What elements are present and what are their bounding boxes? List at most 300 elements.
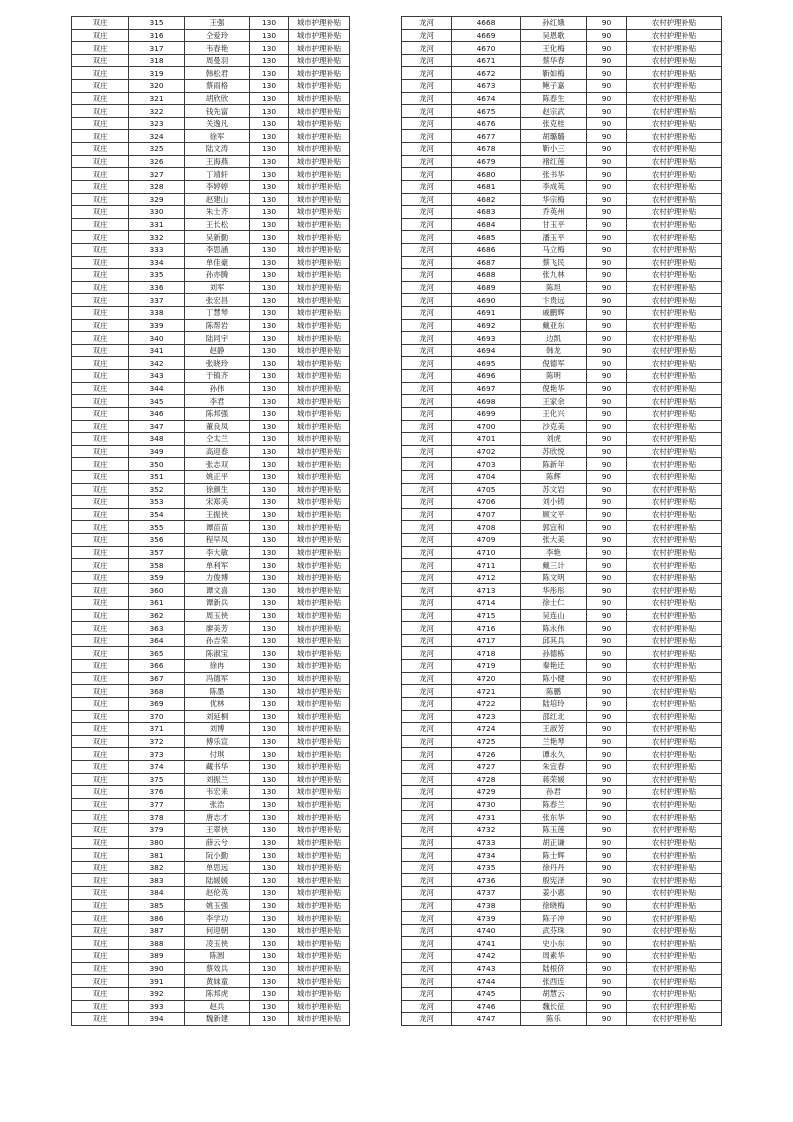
region-cell: 龙河: [402, 344, 452, 357]
region-cell: 双庄: [72, 17, 129, 30]
number-cell: 355: [129, 521, 185, 534]
table-row: [72, 937, 350, 950]
region-cell: 龙河: [402, 760, 452, 773]
number-cell: 4672: [452, 67, 521, 80]
name-cell: 姚正平: [185, 470, 250, 483]
name-cell: 戴三计: [521, 559, 587, 572]
number-cell: 384: [129, 887, 185, 900]
region-cell: 双庄: [72, 1013, 129, 1026]
subsidy-type-cell: 农村护理补贴: [627, 710, 722, 723]
subsidy-type-cell: 城市护理补贴: [289, 899, 350, 912]
name-cell: 陈小健: [521, 672, 587, 685]
subsidy-type-cell: 农村护理补贴: [627, 281, 722, 294]
region-cell: 龙河: [402, 470, 452, 483]
name-cell: 郭宜和: [521, 521, 587, 534]
name-cell: 徐士仁: [521, 597, 587, 610]
table-row: [72, 307, 350, 320]
amount-cell: 90: [587, 420, 627, 433]
subsidy-type-cell: 农村护理补贴: [627, 987, 722, 1000]
name-cell: 潘玉平: [521, 231, 587, 244]
amount-cell: 130: [250, 861, 289, 874]
table-row: [402, 256, 722, 269]
amount-cell: 90: [587, 760, 627, 773]
region-cell: 龙河: [402, 130, 452, 143]
table-row: [402, 735, 722, 748]
name-cell: 魏长征: [521, 1000, 587, 1013]
number-cell: 4744: [452, 975, 521, 988]
name-cell: 蔡飞民: [521, 256, 587, 269]
amount-cell: 90: [587, 92, 627, 105]
amount-cell: 130: [250, 407, 289, 420]
name-cell: 李学功: [185, 912, 250, 925]
region-cell: 双庄: [72, 584, 129, 597]
number-cell: 354: [129, 508, 185, 521]
name-cell: 傅乐宣: [185, 735, 250, 748]
amount-cell: 130: [250, 824, 289, 837]
name-cell: 宋郑美: [185, 496, 250, 509]
amount-cell: 90: [587, 344, 627, 357]
amount-cell: 90: [587, 735, 627, 748]
region-cell: 龙河: [402, 811, 452, 824]
amount-cell: 130: [250, 836, 289, 849]
amount-cell: 130: [250, 281, 289, 294]
number-cell: 4670: [452, 42, 521, 55]
subsidy-type-cell: 城市护理补贴: [289, 861, 350, 874]
number-cell: 4741: [452, 937, 521, 950]
table-row: [402, 155, 722, 168]
region-cell: 双庄: [72, 54, 129, 67]
table-row: [72, 849, 350, 862]
region-cell: 龙河: [402, 634, 452, 647]
table-row: [72, 760, 350, 773]
table-row: [72, 17, 350, 30]
subsidy-type-cell: 城市护理补贴: [289, 597, 350, 610]
name-cell: 陈明: [521, 370, 587, 383]
subsidy-type-cell: 农村护理补贴: [627, 54, 722, 67]
subsidy-type-cell: 农村护理补贴: [627, 17, 722, 30]
name-cell: 赵建山: [185, 193, 250, 206]
name-cell: 张志双: [185, 458, 250, 471]
table-row: [402, 483, 722, 496]
left-roster-body: [72, 17, 350, 1026]
name-cell: 刘虎: [521, 433, 587, 446]
region-cell: 双庄: [72, 609, 129, 622]
table-row: [72, 672, 350, 685]
subsidy-type-cell: 农村护理补贴: [627, 924, 722, 937]
subsidy-type-cell: 农村护理补贴: [627, 950, 722, 963]
region-cell: 龙河: [402, 887, 452, 900]
amount-cell: 130: [250, 672, 289, 685]
name-cell: 李思涵: [185, 243, 250, 256]
subsidy-type-cell: 农村护理补贴: [627, 634, 722, 647]
subsidy-type-cell: 城市护理补贴: [289, 155, 350, 168]
region-cell: 双庄: [72, 319, 129, 332]
subsidy-type-cell: 农村护理补贴: [627, 861, 722, 874]
name-cell: 陆培玲: [521, 697, 587, 710]
region-cell: 龙河: [402, 786, 452, 799]
number-cell: 4738: [452, 899, 521, 912]
region-cell: 龙河: [402, 231, 452, 244]
name-cell: 姜小惠: [521, 887, 587, 900]
region-cell: 双庄: [72, 950, 129, 963]
region-cell: 双庄: [72, 92, 129, 105]
amount-cell: 130: [250, 231, 289, 244]
amount-cell: 90: [587, 445, 627, 458]
subsidy-type-cell: 城市护理补贴: [289, 407, 350, 420]
name-cell: 苏欣悦: [521, 445, 587, 458]
name-cell: 陈辉: [521, 470, 587, 483]
table-row: [72, 155, 350, 168]
region-cell: 双庄: [72, 1000, 129, 1013]
right-roster-body: [402, 17, 722, 1026]
amount-cell: 90: [587, 319, 627, 332]
name-cell: 陈邦虎: [185, 987, 250, 1000]
number-cell: 379: [129, 824, 185, 837]
subsidy-type-cell: 城市护理补贴: [289, 798, 350, 811]
number-cell: 4725: [452, 735, 521, 748]
subsidy-type-cell: 农村护理补贴: [627, 609, 722, 622]
region-cell: 龙河: [402, 143, 452, 156]
table-row: [72, 786, 350, 799]
number-cell: 341: [129, 344, 185, 357]
amount-cell: 130: [250, 811, 289, 824]
table-row: [72, 521, 350, 534]
name-cell: 藏书华: [185, 760, 250, 773]
amount-cell: 130: [250, 546, 289, 559]
table-row: [72, 130, 350, 143]
name-cell: 姚玉强: [185, 899, 250, 912]
subsidy-type-cell: 城市护理补贴: [289, 697, 350, 710]
number-cell: 319: [129, 67, 185, 80]
table-row: [72, 975, 350, 988]
region-cell: 双庄: [72, 962, 129, 975]
amount-cell: 130: [250, 987, 289, 1000]
subsidy-type-cell: 城市护理补贴: [289, 571, 350, 584]
number-cell: 323: [129, 117, 185, 130]
region-cell: 双庄: [72, 218, 129, 231]
table-row: [402, 609, 722, 622]
amount-cell: 90: [587, 937, 627, 950]
table-row: [402, 975, 722, 988]
region-cell: 双庄: [72, 395, 129, 408]
table-row: [402, 382, 722, 395]
table-row: [72, 256, 350, 269]
name-cell: 张浩: [185, 798, 250, 811]
amount-cell: 130: [250, 924, 289, 937]
amount-cell: 130: [250, 496, 289, 509]
amount-cell: 130: [250, 571, 289, 584]
number-cell: 4694: [452, 344, 521, 357]
number-cell: 4746: [452, 1000, 521, 1013]
table-row: [72, 1013, 350, 1026]
amount-cell: 130: [250, 319, 289, 332]
table-row: [72, 874, 350, 887]
name-cell: 顾文平: [521, 508, 587, 521]
number-cell: 391: [129, 975, 185, 988]
region-cell: 双庄: [72, 496, 129, 509]
subsidy-type-cell: 城市护理补贴: [289, 786, 350, 799]
amount-cell: 90: [587, 887, 627, 900]
number-cell: 349: [129, 445, 185, 458]
amount-cell: 130: [250, 395, 289, 408]
amount-cell: 130: [250, 445, 289, 458]
table-row: [72, 1000, 350, 1013]
region-cell: 龙河: [402, 117, 452, 130]
subsidy-type-cell: 农村护理补贴: [627, 382, 722, 395]
table-row: [402, 231, 722, 244]
name-cell: 倪德军: [521, 357, 587, 370]
subsidy-type-cell: 城市护理补贴: [289, 17, 350, 30]
name-cell: 靳小三: [521, 143, 587, 156]
table-row: [402, 470, 722, 483]
subsidy-type-cell: 城市护理补贴: [289, 950, 350, 963]
region-cell: 龙河: [402, 269, 452, 282]
subsidy-type-cell: 农村护理补贴: [627, 597, 722, 610]
table-row: [72, 80, 350, 93]
number-cell: 344: [129, 382, 185, 395]
table-row: [402, 571, 722, 584]
number-cell: 4695: [452, 357, 521, 370]
region-cell: 双庄: [72, 193, 129, 206]
subsidy-type-cell: 城市护理补贴: [289, 508, 350, 521]
number-cell: 4721: [452, 685, 521, 698]
subsidy-type-cell: 农村护理补贴: [627, 546, 722, 559]
name-cell: 兰艳琴: [521, 735, 587, 748]
subsidy-type-cell: 城市护理补贴: [289, 193, 350, 206]
amount-cell: 90: [587, 571, 627, 584]
table-row: [402, 836, 722, 849]
table-row: [72, 496, 350, 509]
number-cell: 327: [129, 168, 185, 181]
number-cell: 372: [129, 735, 185, 748]
amount-cell: 90: [587, 294, 627, 307]
name-cell: 丁慧琴: [185, 307, 250, 320]
amount-cell: 90: [587, 1000, 627, 1013]
table-row: [402, 42, 722, 55]
region-cell: 龙河: [402, 622, 452, 635]
subsidy-type-cell: 城市护理补贴: [289, 458, 350, 471]
number-cell: 325: [129, 143, 185, 156]
amount-cell: 130: [250, 218, 289, 231]
region-cell: 龙河: [402, 899, 452, 912]
number-cell: 4740: [452, 924, 521, 937]
amount-cell: 130: [250, 105, 289, 118]
region-cell: 龙河: [402, 155, 452, 168]
number-cell: 4743: [452, 962, 521, 975]
subsidy-type-cell: 农村护理补贴: [627, 67, 722, 80]
amount-cell: 130: [250, 80, 289, 93]
table-row: [72, 382, 350, 395]
region-cell: 龙河: [402, 80, 452, 93]
subsidy-type-cell: 城市护理补贴: [289, 584, 350, 597]
number-cell: 4715: [452, 609, 521, 622]
table-row: [402, 433, 722, 446]
table-row: [402, 597, 722, 610]
number-cell: 357: [129, 546, 185, 559]
number-cell: 4688: [452, 269, 521, 282]
region-cell: 双庄: [72, 130, 129, 143]
table-row: [402, 849, 722, 862]
amount-cell: 90: [587, 370, 627, 383]
name-cell: 褚红莲: [521, 155, 587, 168]
amount-cell: 90: [587, 143, 627, 156]
table-row: [402, 445, 722, 458]
number-cell: 324: [129, 130, 185, 143]
name-cell: 刘振兰: [185, 773, 250, 786]
subsidy-type-cell: 农村护理补贴: [627, 256, 722, 269]
amount-cell: 90: [587, 660, 627, 673]
subsidy-type-cell: 城市护理补贴: [289, 962, 350, 975]
table-row: [72, 685, 350, 698]
subsidy-type-cell: 城市护理补贴: [289, 382, 350, 395]
amount-cell: 130: [250, 773, 289, 786]
table-row: [402, 130, 722, 143]
table-row: [72, 206, 350, 219]
subsidy-type-cell: 城市护理补贴: [289, 836, 350, 849]
name-cell: 何迎朝: [185, 924, 250, 937]
subsidy-type-cell: 农村护理补贴: [627, 1013, 722, 1026]
region-cell: 龙河: [402, 546, 452, 559]
subsidy-type-cell: 农村护理补贴: [627, 584, 722, 597]
amount-cell: 130: [250, 962, 289, 975]
number-cell: 4711: [452, 559, 521, 572]
region-cell: 龙河: [402, 256, 452, 269]
table-row: [72, 559, 350, 572]
number-cell: 330: [129, 206, 185, 219]
table-row: [72, 168, 350, 181]
number-cell: 4739: [452, 912, 521, 925]
subsidy-type-cell: 农村护理补贴: [627, 786, 722, 799]
number-cell: 4742: [452, 950, 521, 963]
subsidy-type-cell: 城市护理补贴: [289, 622, 350, 635]
region-cell: 双庄: [72, 180, 129, 193]
number-cell: 383: [129, 874, 185, 887]
name-cell: 王振侠: [185, 508, 250, 521]
table-row: [402, 760, 722, 773]
region-cell: 龙河: [402, 332, 452, 345]
name-cell: 李艳: [521, 546, 587, 559]
amount-cell: 90: [587, 697, 627, 710]
name-cell: 倪艳华: [521, 382, 587, 395]
number-cell: 369: [129, 697, 185, 710]
number-cell: 351: [129, 470, 185, 483]
name-cell: 胡璐璐: [521, 130, 587, 143]
table-row: [72, 433, 350, 446]
number-cell: 377: [129, 798, 185, 811]
number-cell: 394: [129, 1013, 185, 1026]
subsidy-type-cell: 农村护理补贴: [627, 80, 722, 93]
table-row: [402, 370, 722, 383]
region-cell: 双庄: [72, 243, 129, 256]
amount-cell: 130: [250, 697, 289, 710]
amount-cell: 90: [587, 950, 627, 963]
region-cell: 双庄: [72, 887, 129, 900]
name-cell: 朱士齐: [185, 206, 250, 219]
number-cell: 4692: [452, 319, 521, 332]
table-row: [402, 117, 722, 130]
region-cell: 龙河: [402, 180, 452, 193]
name-cell: 史小东: [521, 937, 587, 950]
amount-cell: 130: [250, 634, 289, 647]
number-cell: 4710: [452, 546, 521, 559]
subsidy-type-cell: 城市护理补贴: [289, 660, 350, 673]
subsidy-type-cell: 城市护理补贴: [289, 206, 350, 219]
table-row: [72, 987, 350, 1000]
subsidy-type-cell: 城市护理补贴: [289, 357, 350, 370]
region-cell: 龙河: [402, 975, 452, 988]
amount-cell: 90: [587, 798, 627, 811]
table-row: [72, 798, 350, 811]
number-cell: 4696: [452, 370, 521, 383]
amount-cell: 130: [250, 798, 289, 811]
table-row: [72, 723, 350, 736]
region-cell: 龙河: [402, 1013, 452, 1026]
subsidy-type-cell: 城市护理补贴: [289, 735, 350, 748]
name-cell: 李婷婷: [185, 180, 250, 193]
table-row: [72, 395, 350, 408]
table-row: [72, 912, 350, 925]
amount-cell: 130: [250, 735, 289, 748]
number-cell: 380: [129, 836, 185, 849]
number-cell: 4737: [452, 887, 521, 900]
subsidy-type-cell: 农村护理补贴: [627, 849, 722, 862]
amount-cell: 130: [250, 950, 289, 963]
number-cell: 348: [129, 433, 185, 446]
subsidy-type-cell: 农村护理补贴: [627, 773, 722, 786]
region-cell: 龙河: [402, 798, 452, 811]
name-cell: 程早凤: [185, 533, 250, 546]
number-cell: 4719: [452, 660, 521, 673]
number-cell: 352: [129, 483, 185, 496]
region-cell: 龙河: [402, 710, 452, 723]
subsidy-type-cell: 农村护理补贴: [627, 332, 722, 345]
number-cell: 4684: [452, 218, 521, 231]
table-row: [72, 143, 350, 156]
number-cell: 356: [129, 533, 185, 546]
subsidy-type-cell: 城市护理补贴: [289, 92, 350, 105]
name-cell: 李君: [185, 395, 250, 408]
number-cell: 4689: [452, 281, 521, 294]
number-cell: 339: [129, 319, 185, 332]
table-row: [402, 962, 722, 975]
amount-cell: 130: [250, 433, 289, 446]
name-cell: 仝爱玲: [185, 29, 250, 42]
amount-cell: 90: [587, 622, 627, 635]
number-cell: 4730: [452, 798, 521, 811]
name-cell: 戚鹏辉: [521, 307, 587, 320]
table-row: [72, 269, 350, 282]
name-cell: 甘玉平: [521, 218, 587, 231]
region-cell: 龙河: [402, 824, 452, 837]
subsidy-type-cell: 城市护理补贴: [289, 105, 350, 118]
name-cell: 陈永伟: [521, 622, 587, 635]
name-cell: 鲍子嘉: [521, 80, 587, 93]
region-cell: 双庄: [72, 748, 129, 761]
left-roster-table: [71, 16, 350, 1026]
subsidy-type-cell: 农村护理补贴: [627, 760, 722, 773]
region-cell: 龙河: [402, 458, 452, 471]
name-cell: 王强: [185, 17, 250, 30]
region-cell: 双庄: [72, 723, 129, 736]
amount-cell: 90: [587, 180, 627, 193]
name-cell: 王化梅: [521, 42, 587, 55]
name-cell: 陈士辉: [521, 849, 587, 862]
region-cell: 双庄: [72, 508, 129, 521]
name-cell: 陈圆: [185, 950, 250, 963]
subsidy-type-cell: 城市护理补贴: [289, 685, 350, 698]
table-row: [402, 559, 722, 572]
number-cell: 320: [129, 80, 185, 93]
